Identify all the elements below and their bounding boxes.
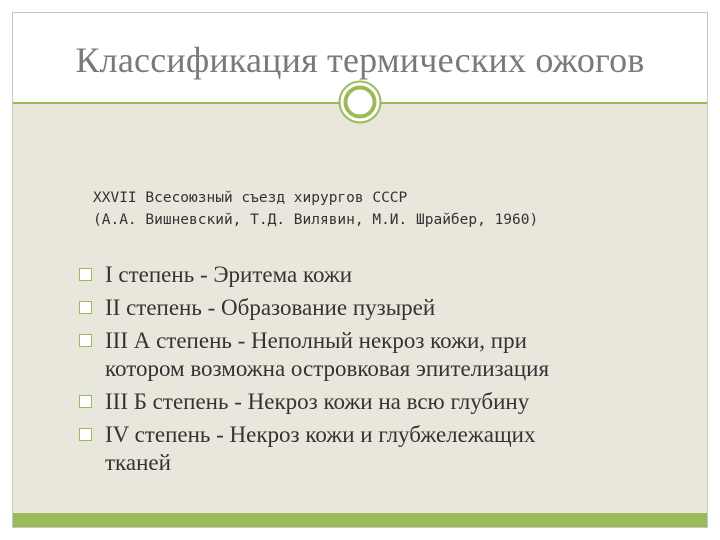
subtitle [93,187,653,231]
list-item-text: IV степень - Некроз кожи и глубжележащих [105,422,536,447]
list-item-degree-2 [77,294,697,322]
list-item-text-continued: тканей [105,450,171,475]
square-bullet-icon [79,395,92,408]
subtitle-line-authors: (А.А. Вишневский, Т.Д. Вилявин, М.И. Шрайбер, 1960) [93,212,539,228]
list-item-text: II степень - Образование пузырей [105,295,436,320]
list-item-text: III Б степень - Некроз кожи на всю глубину [105,389,530,414]
slide-title: Классификация термических ожогов [75,40,645,80]
list-item-degree-3a [77,327,697,383]
double-circle-icon [338,80,382,124]
list-item-text-continued: котором возможна островковая эпителизация [105,356,550,381]
slide [12,12,708,528]
list-item-text: III А степень - Неполный некроз кожи, при [105,328,527,353]
list-item-text: I степень - Эритема кожи [105,262,353,287]
square-bullet-icon [79,301,92,314]
square-bullet-icon [79,334,92,347]
list-item-degree-1 [77,261,697,289]
list-item-degree-4 [77,421,697,477]
list-item-degree-3b [77,388,697,416]
subtitle-line-congress: XXVII Всесоюзный съезд хирургов СССР [93,190,408,206]
footer-bar [13,513,707,527]
square-bullet-icon [79,268,92,281]
square-bullet-icon [79,428,92,441]
burn-degree-list [77,261,697,482]
